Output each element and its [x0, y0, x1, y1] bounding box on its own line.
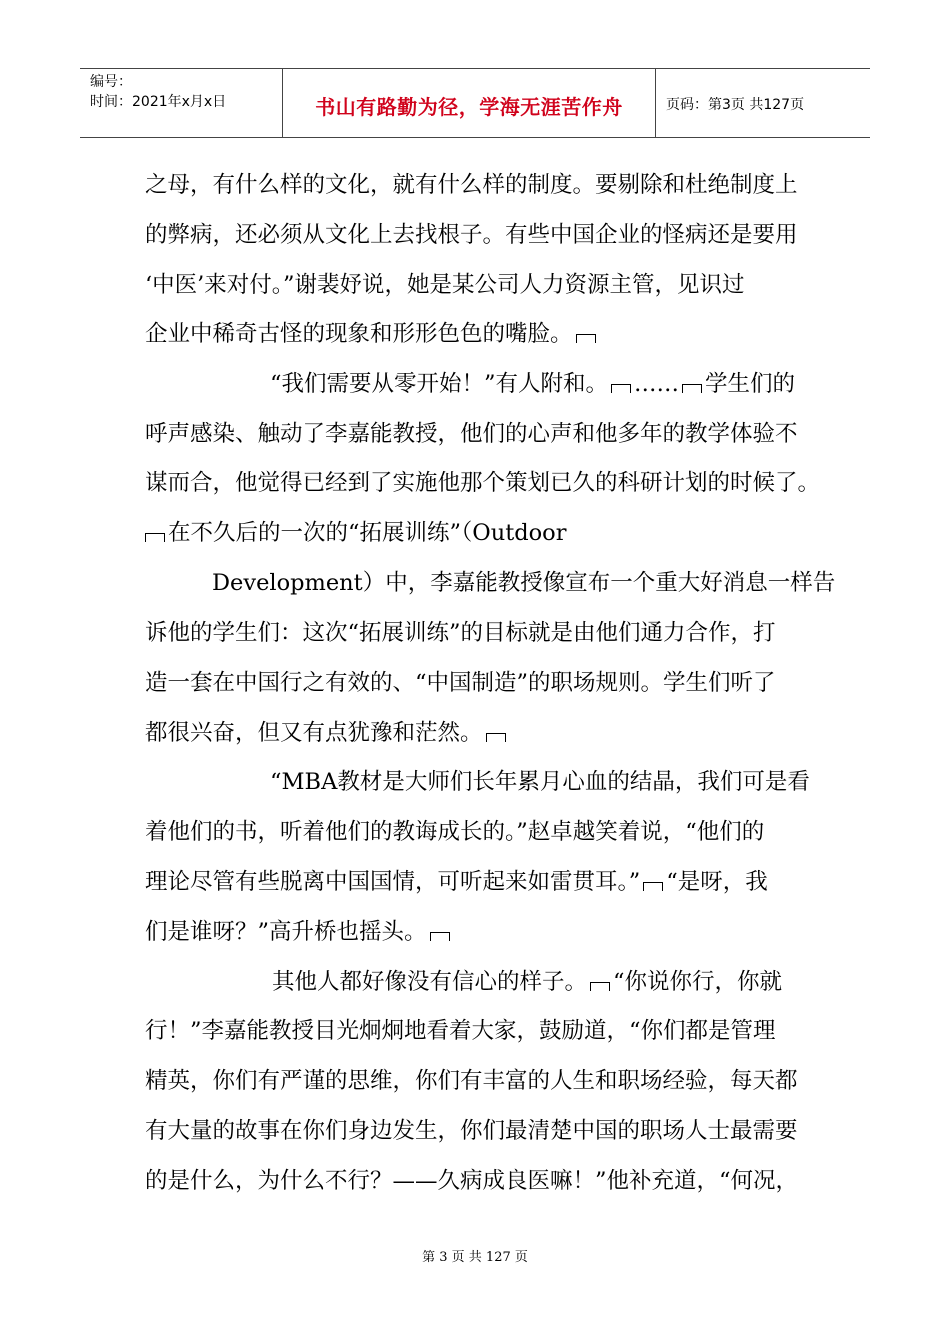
- text-line: [145, 817, 825, 847]
- line-text: “我们需要从零开始！”有人附和。: [270, 371, 609, 397]
- line-text: 着他们的书，听着他们的教诲成长的。”赵卓越笑着说，“他们的: [145, 819, 765, 845]
- line-text: 学生们的: [705, 371, 796, 397]
- line-text: 有大量的故事在你们身边发生，你们最清楚中国的职场人士最需要: [145, 1118, 798, 1144]
- line-text: 的是什么，为什么不行？——久病成良医嘛！”他补充道，“何况，: [145, 1168, 799, 1194]
- text-line: [145, 270, 825, 300]
- line-text: 诉他的学生们：这次“拓展训练”的目标就是由他们通力合作，打: [145, 620, 776, 646]
- text-line: [145, 1116, 825, 1146]
- text-line: [270, 369, 830, 399]
- paragraph-mark-icon: [611, 384, 631, 393]
- text-line: [145, 419, 825, 449]
- line-text: 在不久后的一次的“拓展训练”（Outdoor: [168, 520, 567, 546]
- header-meta-cell: [80, 69, 283, 137]
- document-time-label: 时间：2021年x月x日: [90, 94, 227, 110]
- text-line: [145, 867, 825, 897]
- page-footer: 第 3 页 共 127 页: [422, 1250, 528, 1265]
- line-text: 其他人都好像没有信心的样子。: [272, 969, 588, 995]
- text-line: [145, 468, 825, 498]
- paragraph-mark-icon: [576, 334, 596, 343]
- paragraph-mark-icon: [145, 533, 165, 542]
- line-text: Development）中，李嘉能教授像宣布一个重大好消息一样告: [212, 570, 836, 596]
- text-line: [145, 668, 825, 698]
- line-text: 呼声感染、触动了李嘉能教授，他们的心声和他多年的教学体验不: [145, 421, 798, 447]
- paragraph-mark-icon: [590, 982, 610, 991]
- page-header: [80, 68, 870, 138]
- line-text: 精英，你们有严谨的思维，你们有丰富的人生和职场经验，每天都: [145, 1068, 798, 1094]
- header-page-cell: [656, 69, 870, 137]
- line-text: 之母，有什么样的文化，就有什么样的制度。要剔除和杜绝制度上: [145, 172, 798, 198]
- text-line: [145, 319, 825, 349]
- paragraph-mark-icon: [682, 384, 702, 393]
- header-motto: 书山有路勤为径，学海无涯苦作舟: [315, 95, 623, 119]
- text-line: [145, 1166, 825, 1196]
- line-text: ……: [634, 371, 680, 397]
- text-line: [272, 967, 832, 997]
- text-line: [145, 518, 825, 548]
- paragraph-mark-icon: [643, 882, 663, 891]
- header-motto-cell: [283, 69, 656, 137]
- line-text: 企业中稀奇古怪的现象和形形色色的嘴脸。: [145, 321, 573, 347]
- text-line: [145, 618, 825, 648]
- line-text: ‘中医’来对付。”谢裴妤说，她是某公司人力资源主管，见识过: [145, 272, 745, 298]
- line-text: “你说你行，你就: [613, 969, 783, 995]
- text-line: [145, 1016, 825, 1046]
- text-line: [145, 718, 825, 748]
- line-text: 行！”李嘉能教授目光炯炯地看着大家，鼓励道，“你们都是管理: [145, 1018, 776, 1044]
- text-line: [145, 1066, 825, 1096]
- line-text: “MBA教材是大师们长年累月心血的结晶，我们可是看: [270, 769, 810, 795]
- line-text: “是呀，我: [666, 869, 768, 895]
- line-text: 的弊病，还必须从文化上去找根子。有些中国企业的怪病还是要用: [145, 222, 798, 248]
- line-text: 谋而合，他觉得已经到了实施他那个策划已久的科研计划的时候了。: [145, 470, 821, 496]
- text-line: [145, 170, 825, 200]
- paragraph-mark-icon: [430, 932, 450, 941]
- text-line: [212, 568, 836, 598]
- line-text: 造一套在中国行之有效的、“中国制造”的职场规则。学生们听了: [145, 670, 776, 696]
- text-line: [270, 767, 830, 797]
- paragraph-mark-icon: [486, 733, 506, 742]
- line-text: 们是谁呀？”高升桥也摇头。: [145, 919, 427, 945]
- line-text: 都很兴奋，但又有点犹豫和茫然。: [145, 720, 483, 746]
- text-line: [145, 220, 825, 250]
- line-text: 理论尽管有些脱离中国国情，可听起来如雷贯耳。”: [145, 869, 641, 895]
- document-number-label: 编号：: [90, 74, 132, 90]
- header-page-info: 页码：第3页 共127页: [666, 97, 805, 113]
- text-line: [145, 917, 825, 947]
